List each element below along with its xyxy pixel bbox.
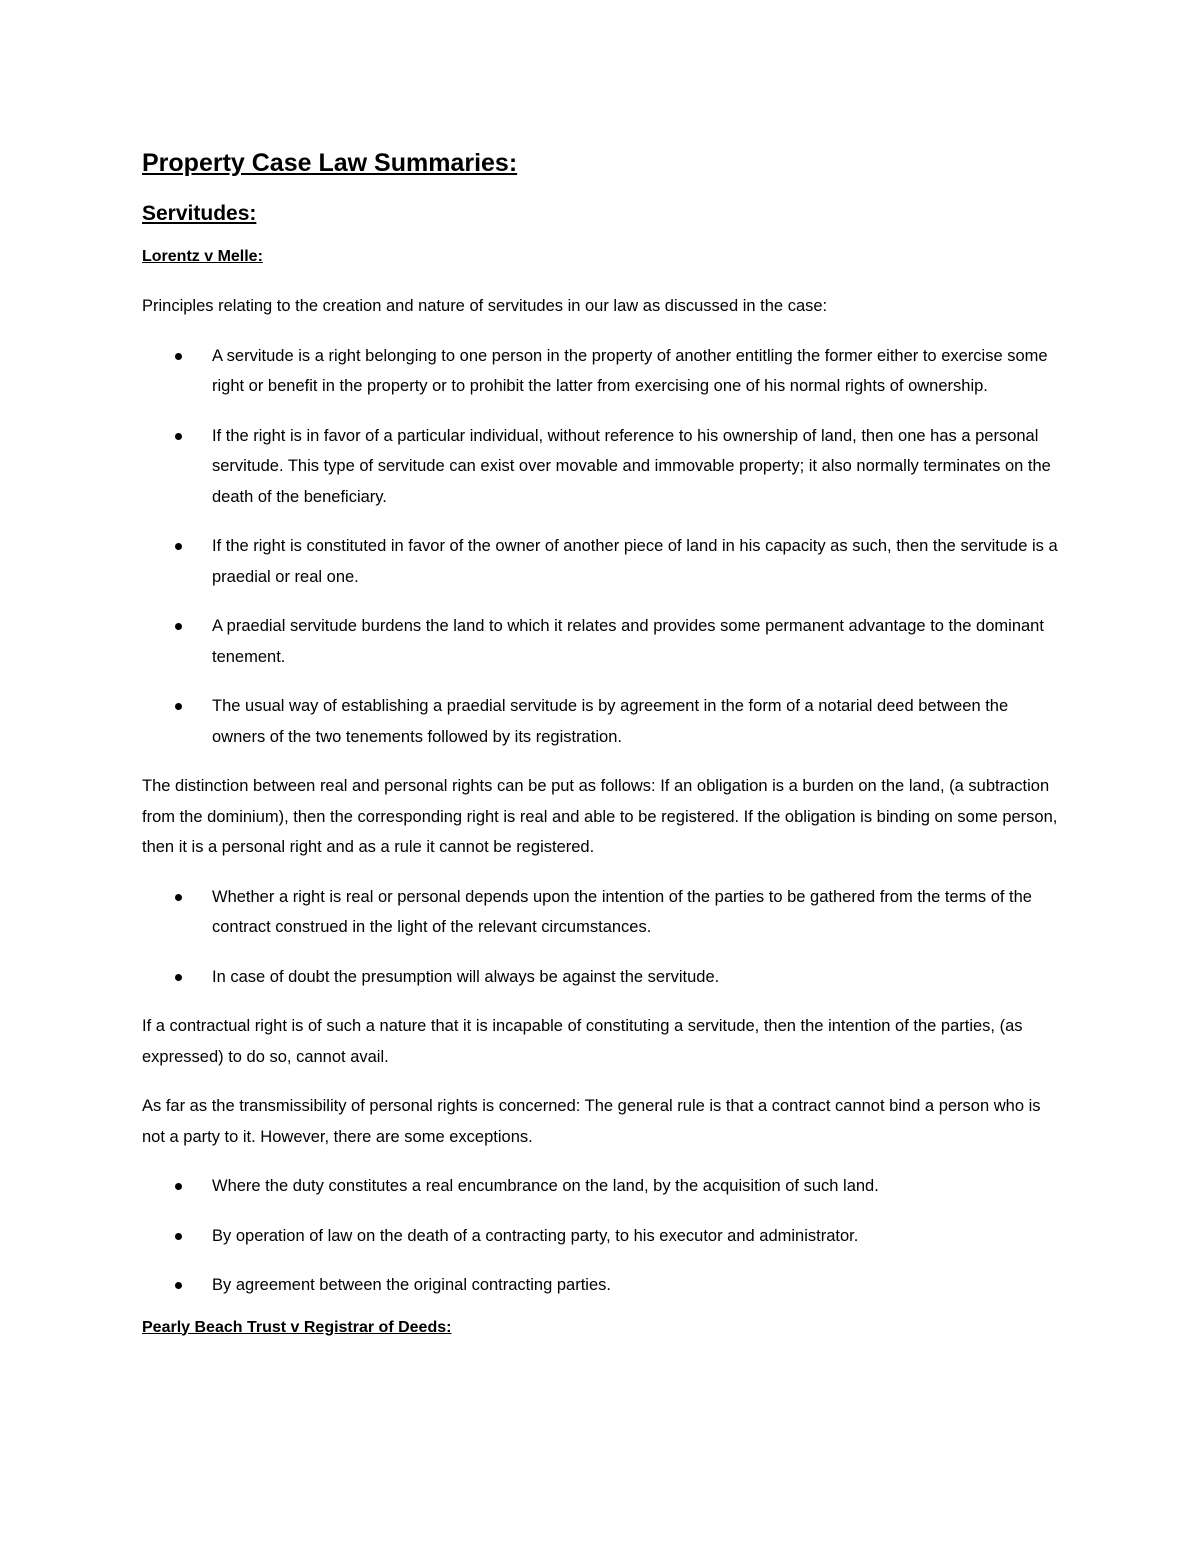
bullet-icon <box>175 1233 182 1240</box>
list-item-text: A praedial servitude burdens the land to which it relates and provides some permanent advantage to the dominant tenement. <box>212 617 1044 666</box>
distinction-paragraph: The distinction between real and personal rights can be put as follows: If an obligation is a burden on the land, (a subtraction from the dominium), then the corresponding right is real and able to be registered. If the obligation is binding on some person, then it is a personal right and as a rule it cannot be registered. <box>142 777 1058 856</box>
bullet-list-real-vs-personal <box>142 882 1062 993</box>
list-item <box>142 341 1062 402</box>
bullet-icon <box>175 894 182 901</box>
bullet-icon <box>175 433 182 440</box>
list-item-text: By agreement between the original contracting parties. <box>212 1276 611 1294</box>
contractual-right-paragraph: If a contractual right is of such a nature that it is incapable of constituting a servitude, then the intention of the parties, (as expressed) to do so, cannot avail. <box>142 1017 1023 1066</box>
list-item-text: A servitude is a right belonging to one person in the property of another entitling the former either to exercise some right or benefit in the property or to prohibit the latter from exercising one of his normal rights of ownership. <box>212 346 1048 395</box>
list-item-text: If the right is in favor of a particular individual, without reference to his ownership of land, then one has a personal servitude. This type of servitude can exist over movable and immovable property; it also normally terminates on the death of the beneficiary. <box>212 426 1051 506</box>
document-title: Property Case Law Summaries: <box>142 149 518 177</box>
intro-paragraph: Principles relating to the creation and nature of servitudes in our law as discussed in the case: <box>142 297 828 315</box>
bullet-icon <box>175 353 182 360</box>
list-item-text: Whether a right is real or personal depends upon the intention of the parties to be gathered from the terms of the contract construed in the light of the relevant circumstances. <box>212 887 1032 936</box>
list-item-text: The usual way of establishing a praedial servitude is by agreement in the form of a notarial deed between the owners of the two tenements followed by its registration. <box>212 697 1009 746</box>
list-item <box>142 421 1062 513</box>
list-item-text: If the right is constituted in favor of the owner of another piece of land in his capacity as such, then the servitude is a praedial or real one. <box>212 537 1058 586</box>
section-heading-servitudes: Servitudes: <box>142 202 257 225</box>
list-item <box>142 882 1062 943</box>
bullet-icon <box>175 543 182 550</box>
bullet-icon <box>175 703 182 710</box>
list-item <box>142 611 1062 672</box>
list-item <box>142 962 1062 993</box>
bullet-icon <box>175 1282 182 1289</box>
bullet-icon <box>175 974 182 981</box>
list-item <box>142 1270 1062 1301</box>
transmissibility-paragraph: As far as the transmissibility of personal rights is concerned: The general rule is that a contract cannot bind a person who is not a party to it. However, there are some exceptions. <box>142 1097 1041 1146</box>
list-item <box>142 1171 1062 1202</box>
document-page <box>142 138 1062 1343</box>
list-item <box>142 531 1062 592</box>
case-heading-pearly-beach-trust: Pearly Beach Trust v Registrar of Deeds: <box>142 1318 452 1336</box>
list-item-text: Where the duty constitutes a real encumbrance on the land, by the acquisition of such land. <box>212 1177 879 1195</box>
bullet-list-servitude-principles <box>142 341 1062 753</box>
list-item <box>142 691 1062 752</box>
list-item-text: In case of doubt the presumption will always be against the servitude. <box>212 967 720 986</box>
list-item <box>142 1221 1062 1252</box>
list-item-text: By operation of law on the death of a contracting party, to his executor and administrator. <box>212 1226 859 1245</box>
bullet-icon <box>175 623 182 630</box>
bullet-list-exceptions <box>142 1171 1062 1301</box>
case-heading-lorentz-v-melle: Lorentz v Melle: <box>142 248 263 265</box>
bullet-icon <box>175 1183 182 1190</box>
